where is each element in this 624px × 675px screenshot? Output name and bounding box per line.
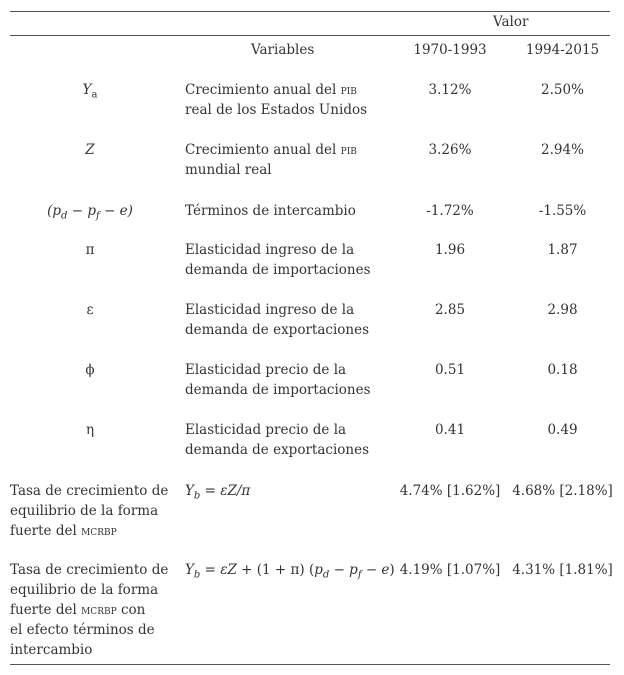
symbol-epsilon: ε [86, 302, 94, 318]
summary1-v2: 4.68% [2.18%] [512, 483, 613, 499]
symbol-ya [50, 80, 130, 106]
row-eta-v2: 0.49 [547, 422, 578, 438]
period2-header: 1994-2015 [525, 42, 600, 58]
symbol-z: Z [85, 142, 95, 158]
summary2-label-line3: fuerte del mcrbp con [10, 602, 146, 618]
summary2-label-line5: intercambio [10, 642, 93, 658]
summary1-label-line2: equilibrio de la forma [10, 503, 159, 519]
row-eta-v1: 0.41 [434, 422, 466, 438]
summary1-label-line1: Tasa de crecimiento de [10, 483, 169, 499]
row-terms-v1: -1.72% [426, 203, 474, 219]
row-epsilon-v2: 2.98 [547, 302, 578, 318]
row-ya-v1: 3.12% [428, 82, 472, 98]
row-pi-line1: Elasticidad ingreso de la [185, 242, 355, 258]
symbol-terms: $(p_d - p_f - e)$ [47, 203, 133, 222]
symbol-eta: η [85, 422, 95, 438]
row-eta-line1: Elasticidad precio de la [185, 422, 347, 438]
row-terms-line1: Términos de intercambio [185, 203, 356, 219]
row-ya-v2: 2.50% [541, 82, 584, 98]
summary2-v2: 4.31% [1.81%] [512, 562, 613, 578]
row-epsilon-line1: Elasticidad ingreso de la [185, 302, 355, 318]
valor-header: Valor [493, 14, 529, 30]
row-pi-v2: 1.87 [547, 242, 578, 258]
summary2-label-line1: Tasa de crecimiento de [10, 562, 169, 578]
row-phi-line2: demanda de importaciones [185, 382, 371, 398]
symbol-phi: ϕ [85, 362, 95, 378]
row-pi-line2: demanda de importaciones [185, 262, 371, 278]
symbol-pi: π [85, 242, 95, 258]
period1-header: 1970-1993 [413, 42, 487, 58]
summary2-label-line2: equilibrio de la forma [10, 582, 159, 598]
row-epsilon-v1: 2.85 [434, 302, 466, 318]
row-z-v1: 3.26% [428, 142, 472, 158]
row-ya-line1: Crecimiento anual del pib [185, 82, 357, 98]
summary2-formula: $Y_b = \varepsilon Z + (1 + \pi) (p_d - p_f - e)$ [185, 562, 395, 581]
row-ya-desc [185, 80, 357, 100]
row-eta-line2: demanda de exportaciones [185, 442, 369, 458]
row-ya-line2: real de los Estados Unidos [185, 102, 368, 118]
summary2-label-line4: el efecto términos de [10, 622, 155, 638]
header-rule [10, 35, 610, 36]
row-epsilon-line2: demanda de exportaciones [185, 322, 369, 338]
summary2-v1: 4.19% [1.07%] [399, 562, 501, 578]
row-z-line2: mundial real [185, 162, 272, 178]
row-z-line1: Crecimiento anual del pib [185, 142, 357, 158]
row-phi-v1: 0.51 [434, 362, 466, 378]
summary1-label-line3: fuerte del mcrbp [10, 523, 117, 539]
row-phi-v2: 0.18 [547, 362, 578, 378]
variables-header: Variables [251, 42, 315, 58]
summary1-v1: 4.74% [1.62%] [399, 483, 501, 499]
symbol-ya-text: $Y_a$ [82, 82, 98, 101]
row-pi-v1: 1.96 [434, 242, 466, 258]
row-terms-v2: -1.55% [538, 203, 587, 219]
row-phi-line1: Elasticidad precio de la [185, 362, 347, 378]
summary1-formula: $Y_b = \varepsilon Z/\pi$ [185, 483, 251, 502]
row-z-v2: 2.94% [541, 142, 584, 158]
bottom-rule [10, 664, 610, 665]
